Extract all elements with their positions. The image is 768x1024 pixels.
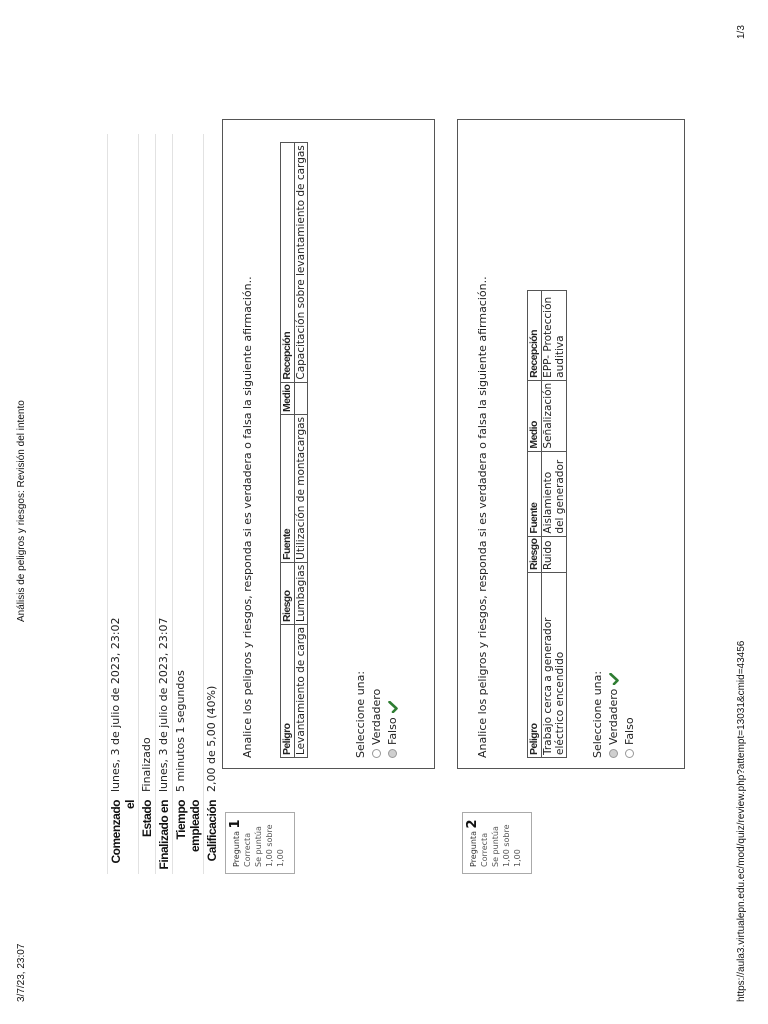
question-info-1: [225, 812, 295, 874]
question-prefix: Pregunta: [232, 831, 241, 867]
column-header: Recepción: [281, 143, 295, 382]
answer-option-verdadero[interactable]: [607, 130, 620, 758]
question-box-1: [222, 119, 435, 769]
print-url[interactable]: https://aula3.virtualepn.edu.ec/mod/quiz/review.php?attempt=13031&cmid=43456: [736, 640, 747, 1002]
print-datetime: 3/7/23, 23:07: [16, 943, 27, 1002]
option-label[interactable]: Verdadero: [370, 688, 383, 745]
summary-row: [173, 134, 204, 874]
column-header: Medio: [528, 380, 542, 451]
answer-option-verdadero[interactable]: [370, 130, 383, 758]
summary-row: [108, 134, 139, 874]
table-cell: Ruido: [542, 536, 567, 572]
question-number: 1: [228, 819, 243, 829]
table-cell: Levantamiento de carga: [295, 624, 308, 757]
option-label[interactable]: Falso: [623, 717, 636, 745]
correct-check-icon: [608, 673, 620, 685]
table-header-row: [528, 290, 542, 757]
option-label[interactable]: Falso: [386, 717, 399, 745]
radio-button[interactable]: [372, 749, 381, 758]
select-prompt: Seleccione una:: [591, 670, 604, 758]
column-header: Peligro: [528, 573, 542, 758]
question-prefix: Pregunta: [469, 831, 478, 867]
question-score: Se puntúa 1,00 sobre 1,00: [491, 824, 522, 867]
column-header: Recepción: [528, 290, 542, 380]
table-cell: Aislamiento del generador: [542, 451, 567, 536]
table-header-row: [281, 143, 295, 758]
summary-value: Finalizado: [139, 134, 156, 796]
column-header: Medio: [281, 382, 295, 414]
summary-label: Comenzado el: [108, 796, 139, 874]
table-row: [295, 143, 308, 758]
table-cell: Capacitación sobre levantamiento de cargas: [295, 143, 308, 382]
table-cell: Utilización de montacargas: [295, 414, 308, 562]
question-status: Correcta: [480, 832, 489, 867]
table-cell: EPP- Protección auditiva: [542, 290, 567, 380]
hazard-table: [527, 290, 567, 758]
question-number: 2: [465, 819, 480, 829]
table-cell: [295, 382, 308, 414]
question-status: Correcta: [243, 832, 252, 867]
summary-row: [156, 134, 173, 874]
column-header: Riesgo: [528, 536, 542, 572]
radio-button[interactable]: [625, 749, 634, 758]
print-title: Análisis de peligros y riesgos: Revisión del intento: [16, 400, 27, 622]
summary-row: [139, 134, 156, 874]
column-header: Riesgo: [281, 562, 295, 624]
question-heading: [467, 819, 479, 867]
summary-value: lunes, 3 de julio de 2023, 23:02: [108, 134, 139, 796]
print-page-number: 1/3: [736, 25, 747, 39]
question-heading: [230, 819, 242, 867]
question-score: Se puntúa 1,00 sobre 1,00: [254, 824, 285, 867]
table-cell: Lumbagias: [295, 562, 308, 624]
summary-label: Estado: [139, 796, 156, 874]
column-header: Fuente: [528, 451, 542, 536]
table-cell: Señalización: [542, 380, 567, 451]
answer-option-falso[interactable]: [386, 130, 399, 758]
table-cell: Trabajo cerca a generador eléctrico encendido: [542, 573, 567, 758]
question-text: Analice los peligros y riesgos, responda si es verdadera o falsa la siguiente afirmación..: [476, 276, 489, 758]
summary-label: Finalizado en: [156, 796, 173, 874]
question-info-2: [462, 812, 532, 874]
summary-value: 2,00 de 5,00 (40%): [204, 134, 221, 796]
question-text: Analice los peligros y riesgos, responda si es verdadera o falsa la siguiente afirmación..: [241, 276, 254, 758]
attempt-summary-table: [107, 134, 220, 874]
question-box-2: [457, 119, 685, 769]
radio-button-selected[interactable]: [388, 749, 397, 758]
table-row: [542, 290, 567, 757]
summary-value: lunes, 3 de julio de 2023, 23:07: [156, 134, 173, 796]
column-header: Fuente: [281, 414, 295, 562]
summary-row: [204, 134, 221, 874]
correct-check-icon: [387, 701, 399, 713]
summary-value: 5 minutos 1 segundos: [173, 134, 204, 796]
radio-button-selected[interactable]: [609, 749, 618, 758]
column-header: Peligro: [281, 624, 295, 757]
summary-label: Tiempo empleado: [173, 796, 204, 874]
answer-option-falso[interactable]: [623, 130, 636, 758]
summary-label: Calificación: [204, 796, 221, 874]
select-prompt: Seleccione una:: [354, 670, 367, 758]
option-label[interactable]: Verdadero: [607, 688, 620, 745]
hazard-table: [280, 142, 308, 758]
